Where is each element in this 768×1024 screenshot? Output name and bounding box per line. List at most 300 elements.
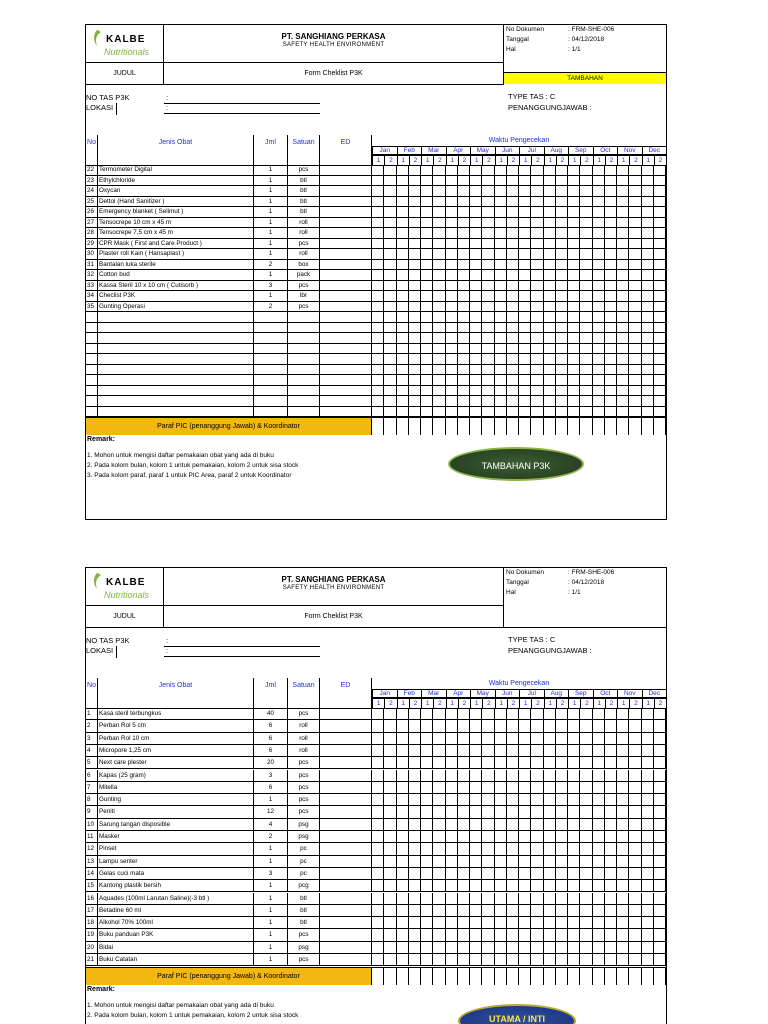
check-cell[interactable]: [544, 407, 556, 417]
check-cell[interactable]: [397, 720, 409, 731]
check-cell[interactable]: [654, 239, 666, 249]
check-cell[interactable]: [617, 291, 629, 301]
check-cell[interactable]: [397, 323, 409, 333]
lokasi-input-line[interactable]: [164, 656, 320, 657]
check-cell[interactable]: [446, 770, 458, 781]
check-cell[interactable]: [446, 708, 458, 719]
check-cell[interactable]: [556, 905, 568, 916]
check-cell[interactable]: [372, 745, 384, 756]
check-cell[interactable]: [482, 323, 494, 333]
check-cell[interactable]: [458, 733, 470, 744]
check-cell[interactable]: [629, 819, 641, 830]
check-cell[interactable]: [580, 197, 592, 207]
check-cell[interactable]: [470, 893, 482, 904]
check-cell[interactable]: [372, 757, 384, 768]
check-cell[interactable]: [568, 312, 580, 322]
check-cell[interactable]: [519, 806, 531, 817]
paraf-cell[interactable]: [642, 418, 654, 435]
check-cell[interactable]: [556, 396, 568, 406]
check-cell[interactable]: [605, 375, 617, 385]
check-cell[interactable]: [507, 708, 519, 719]
check-cell[interactable]: [519, 733, 531, 744]
check-cell[interactable]: [531, 302, 543, 312]
check-cell[interactable]: [593, 880, 605, 891]
check-cell[interactable]: [495, 176, 507, 186]
paraf-cell[interactable]: [605, 968, 617, 985]
check-cell[interactable]: [421, 733, 433, 744]
check-cell[interactable]: [495, 312, 507, 322]
check-cell[interactable]: [397, 354, 409, 364]
check-cell[interactable]: [531, 782, 543, 793]
check-cell[interactable]: [384, 218, 396, 228]
check-cell[interactable]: [470, 375, 482, 385]
check-cell[interactable]: [629, 344, 641, 354]
paraf-cell[interactable]: [397, 968, 409, 985]
check-cell[interactable]: [421, 819, 433, 830]
item-ed[interactable]: [320, 323, 372, 333]
check-cell[interactable]: [580, 344, 592, 354]
item-ed[interactable]: [320, 270, 372, 280]
check-cell[interactable]: [556, 407, 568, 417]
check-cell[interactable]: [531, 375, 543, 385]
check-cell[interactable]: [482, 794, 494, 805]
check-cell[interactable]: [580, 770, 592, 781]
check-cell[interactable]: [397, 733, 409, 744]
check-cell[interactable]: [605, 323, 617, 333]
check-cell[interactable]: [470, 365, 482, 375]
check-cell[interactable]: [580, 375, 592, 385]
check-cell[interactable]: [384, 270, 396, 280]
check-cell[interactable]: [580, 186, 592, 196]
check-cell[interactable]: [433, 757, 445, 768]
check-cell[interactable]: [372, 260, 384, 270]
check-cell[interactable]: [446, 720, 458, 731]
check-cell[interactable]: [531, 354, 543, 364]
check-cell[interactable]: [617, 954, 629, 965]
check-cell[interactable]: [531, 893, 543, 904]
check-cell[interactable]: [629, 186, 641, 196]
check-cell[interactable]: [544, 708, 556, 719]
check-cell[interactable]: [433, 782, 445, 793]
check-cell[interactable]: [531, 228, 543, 238]
check-cell[interactable]: [593, 794, 605, 805]
check-cell[interactable]: [507, 260, 519, 270]
check-cell[interactable]: [642, 720, 654, 731]
paraf-cell[interactable]: [617, 418, 629, 435]
check-cell[interactable]: [507, 720, 519, 731]
check-cell[interactable]: [580, 893, 592, 904]
paraf-cell[interactable]: [446, 418, 458, 435]
check-cell[interactable]: [372, 770, 384, 781]
check-cell[interactable]: [507, 782, 519, 793]
check-cell[interactable]: [409, 942, 421, 953]
check-cell[interactable]: [433, 323, 445, 333]
check-cell[interactable]: [568, 396, 580, 406]
check-cell[interactable]: [470, 165, 482, 175]
check-cell[interactable]: [617, 868, 629, 879]
check-cell[interactable]: [470, 239, 482, 249]
check-cell[interactable]: [421, 375, 433, 385]
check-cell[interactable]: [409, 831, 421, 842]
check-cell[interactable]: [593, 917, 605, 928]
check-cell[interactable]: [629, 396, 641, 406]
check-cell[interactable]: [458, 745, 470, 756]
check-cell[interactable]: [580, 291, 592, 301]
check-cell[interactable]: [458, 291, 470, 301]
check-cell[interactable]: [482, 819, 494, 830]
check-cell[interactable]: [605, 354, 617, 364]
check-cell[interactable]: [556, 239, 568, 249]
check-cell[interactable]: [470, 819, 482, 830]
check-cell[interactable]: [409, 291, 421, 301]
check-cell[interactable]: [642, 365, 654, 375]
check-cell[interactable]: [384, 176, 396, 186]
check-cell[interactable]: [568, 843, 580, 854]
check-cell[interactable]: [544, 745, 556, 756]
check-cell[interactable]: [617, 197, 629, 207]
check-cell[interactable]: [580, 708, 592, 719]
check-cell[interactable]: [384, 917, 396, 928]
check-cell[interactable]: [384, 365, 396, 375]
check-cell[interactable]: [556, 365, 568, 375]
check-cell[interactable]: [421, 249, 433, 259]
check-cell[interactable]: [482, 929, 494, 940]
item-ed[interactable]: [320, 720, 372, 731]
check-cell[interactable]: [654, 929, 666, 940]
check-cell[interactable]: [642, 794, 654, 805]
check-cell[interactable]: [593, 249, 605, 259]
check-cell[interactable]: [421, 720, 433, 731]
check-cell[interactable]: [580, 323, 592, 333]
check-cell[interactable]: [458, 954, 470, 965]
paraf-cell[interactable]: [531, 418, 543, 435]
check-cell[interactable]: [544, 333, 556, 343]
check-cell[interactable]: [654, 831, 666, 842]
check-cell[interactable]: [654, 770, 666, 781]
check-cell[interactable]: [519, 720, 531, 731]
check-cell[interactable]: [458, 302, 470, 312]
check-cell[interactable]: [519, 917, 531, 928]
check-cell[interactable]: [642, 176, 654, 186]
check-cell[interactable]: [446, 323, 458, 333]
check-cell[interactable]: [384, 323, 396, 333]
paraf-cell[interactable]: [397, 418, 409, 435]
check-cell[interactable]: [397, 954, 409, 965]
check-cell[interactable]: [642, 312, 654, 322]
check-cell[interactable]: [519, 893, 531, 904]
check-cell[interactable]: [507, 176, 519, 186]
check-cell[interactable]: [458, 270, 470, 280]
check-cell[interactable]: [482, 868, 494, 879]
check-cell[interactable]: [519, 218, 531, 228]
check-cell[interactable]: [629, 880, 641, 891]
check-cell[interactable]: [556, 218, 568, 228]
check-cell[interactable]: [458, 720, 470, 731]
check-cell[interactable]: [642, 218, 654, 228]
check-cell[interactable]: [433, 365, 445, 375]
check-cell[interactable]: [629, 407, 641, 417]
check-cell[interactable]: [433, 806, 445, 817]
check-cell[interactable]: [593, 757, 605, 768]
check-cell[interactable]: [446, 228, 458, 238]
check-cell[interactable]: [482, 249, 494, 259]
check-cell[interactable]: [617, 757, 629, 768]
check-cell[interactable]: [556, 197, 568, 207]
check-cell[interactable]: [446, 344, 458, 354]
check-cell[interactable]: [482, 365, 494, 375]
check-cell[interactable]: [593, 770, 605, 781]
check-cell[interactable]: [580, 720, 592, 731]
check-cell[interactable]: [593, 782, 605, 793]
check-cell[interactable]: [568, 386, 580, 396]
check-cell[interactable]: [433, 831, 445, 842]
check-cell[interactable]: [654, 720, 666, 731]
check-cell[interactable]: [495, 819, 507, 830]
check-cell[interactable]: [605, 942, 617, 953]
check-cell[interactable]: [495, 708, 507, 719]
check-cell[interactable]: [397, 745, 409, 756]
check-cell[interactable]: [458, 249, 470, 259]
check-cell[interactable]: [372, 375, 384, 385]
check-cell[interactable]: [544, 281, 556, 291]
check-cell[interactable]: [642, 831, 654, 842]
check-cell[interactable]: [568, 407, 580, 417]
check-cell[interactable]: [458, 396, 470, 406]
check-cell[interactable]: [433, 260, 445, 270]
check-cell[interactable]: [629, 165, 641, 175]
no-tas-input-line[interactable]: [164, 646, 320, 647]
check-cell[interactable]: [531, 856, 543, 867]
paraf-cell[interactable]: [446, 968, 458, 985]
check-cell[interactable]: [458, 333, 470, 343]
check-cell[interactable]: [629, 176, 641, 186]
check-cell[interactable]: [397, 333, 409, 343]
check-cell[interactable]: [458, 323, 470, 333]
check-cell[interactable]: [642, 239, 654, 249]
check-cell[interactable]: [642, 207, 654, 217]
check-cell[interactable]: [372, 733, 384, 744]
check-cell[interactable]: [531, 770, 543, 781]
check-cell[interactable]: [642, 333, 654, 343]
check-cell[interactable]: [556, 720, 568, 731]
check-cell[interactable]: [495, 260, 507, 270]
check-cell[interactable]: [568, 207, 580, 217]
check-cell[interactable]: [446, 291, 458, 301]
paraf-cell[interactable]: [593, 418, 605, 435]
item-ed[interactable]: [320, 260, 372, 270]
check-cell[interactable]: [531, 291, 543, 301]
item-ed[interactable]: [320, 333, 372, 343]
check-cell[interactable]: [470, 270, 482, 280]
check-cell[interactable]: [642, 281, 654, 291]
check-cell[interactable]: [409, 270, 421, 280]
check-cell[interactable]: [654, 843, 666, 854]
check-cell[interactable]: [397, 708, 409, 719]
check-cell[interactable]: [568, 165, 580, 175]
item-ed[interactable]: [320, 782, 372, 793]
check-cell[interactable]: [629, 757, 641, 768]
check-cell[interactable]: [544, 260, 556, 270]
check-cell[interactable]: [446, 782, 458, 793]
check-cell[interactable]: [642, 291, 654, 301]
check-cell[interactable]: [654, 880, 666, 891]
check-cell[interactable]: [568, 239, 580, 249]
check-cell[interactable]: [617, 165, 629, 175]
check-cell[interactable]: [617, 386, 629, 396]
check-cell[interactable]: [482, 176, 494, 186]
check-cell[interactable]: [593, 197, 605, 207]
check-cell[interactable]: [629, 831, 641, 842]
check-cell[interactable]: [397, 407, 409, 417]
check-cell[interactable]: [446, 281, 458, 291]
check-cell[interactable]: [593, 291, 605, 301]
paraf-cell[interactable]: [580, 418, 592, 435]
check-cell[interactable]: [593, 344, 605, 354]
check-cell[interactable]: [519, 344, 531, 354]
check-cell[interactable]: [421, 794, 433, 805]
check-cell[interactable]: [409, 218, 421, 228]
check-cell[interactable]: [446, 856, 458, 867]
check-cell[interactable]: [580, 365, 592, 375]
check-cell[interactable]: [531, 843, 543, 854]
check-cell[interactable]: [617, 375, 629, 385]
check-cell[interactable]: [580, 880, 592, 891]
check-cell[interactable]: [397, 770, 409, 781]
check-cell[interactable]: [617, 207, 629, 217]
check-cell[interactable]: [654, 954, 666, 965]
check-cell[interactable]: [495, 942, 507, 953]
check-cell[interactable]: [458, 407, 470, 417]
check-cell[interactable]: [556, 770, 568, 781]
paraf-cell[interactable]: [384, 418, 396, 435]
check-cell[interactable]: [617, 720, 629, 731]
check-cell[interactable]: [568, 354, 580, 364]
check-cell[interactable]: [397, 176, 409, 186]
item-ed[interactable]: [320, 291, 372, 301]
check-cell[interactable]: [642, 856, 654, 867]
paraf-cell[interactable]: [458, 418, 470, 435]
check-cell[interactable]: [556, 249, 568, 259]
check-cell[interactable]: [409, 856, 421, 867]
check-cell[interactable]: [372, 228, 384, 238]
check-cell[interactable]: [519, 396, 531, 406]
check-cell[interactable]: [642, 806, 654, 817]
check-cell[interactable]: [495, 806, 507, 817]
item-ed[interactable]: [320, 396, 372, 406]
lokasi-input-line[interactable]: [164, 113, 320, 114]
check-cell[interactable]: [433, 708, 445, 719]
check-cell[interactable]: [409, 794, 421, 805]
check-cell[interactable]: [458, 207, 470, 217]
check-cell[interactable]: [580, 954, 592, 965]
check-cell[interactable]: [495, 344, 507, 354]
check-cell[interactable]: [519, 239, 531, 249]
check-cell[interactable]: [519, 794, 531, 805]
check-cell[interactable]: [384, 197, 396, 207]
check-cell[interactable]: [495, 407, 507, 417]
check-cell[interactable]: [605, 770, 617, 781]
check-cell[interactable]: [495, 354, 507, 364]
check-cell[interactable]: [458, 917, 470, 928]
item-ed[interactable]: [320, 281, 372, 291]
check-cell[interactable]: [568, 375, 580, 385]
check-cell[interactable]: [605, 757, 617, 768]
check-cell[interactable]: [544, 757, 556, 768]
check-cell[interactable]: [531, 207, 543, 217]
check-cell[interactable]: [605, 407, 617, 417]
check-cell[interactable]: [507, 323, 519, 333]
check-cell[interactable]: [654, 407, 666, 417]
check-cell[interactable]: [617, 249, 629, 259]
check-cell[interactable]: [531, 794, 543, 805]
check-cell[interactable]: [482, 905, 494, 916]
check-cell[interactable]: [397, 905, 409, 916]
check-cell[interactable]: [397, 396, 409, 406]
check-cell[interactable]: [482, 375, 494, 385]
check-cell[interactable]: [458, 375, 470, 385]
check-cell[interactable]: [482, 733, 494, 744]
check-cell[interactable]: [580, 239, 592, 249]
check-cell[interactable]: [470, 281, 482, 291]
check-cell[interactable]: [593, 954, 605, 965]
check-cell[interactable]: [372, 270, 384, 280]
check-cell[interactable]: [580, 745, 592, 756]
check-cell[interactable]: [482, 745, 494, 756]
check-cell[interactable]: [580, 302, 592, 312]
check-cell[interactable]: [556, 831, 568, 842]
check-cell[interactable]: [421, 333, 433, 343]
check-cell[interactable]: [568, 260, 580, 270]
check-cell[interactable]: [629, 333, 641, 343]
check-cell[interactable]: [384, 407, 396, 417]
check-cell[interactable]: [568, 893, 580, 904]
check-cell[interactable]: [531, 344, 543, 354]
check-cell[interactable]: [433, 249, 445, 259]
check-cell[interactable]: [470, 218, 482, 228]
item-ed[interactable]: [320, 794, 372, 805]
check-cell[interactable]: [580, 312, 592, 322]
check-cell[interactable]: [372, 312, 384, 322]
check-cell[interactable]: [495, 239, 507, 249]
check-cell[interactable]: [580, 868, 592, 879]
check-cell[interactable]: [458, 942, 470, 953]
check-cell[interactable]: [544, 291, 556, 301]
check-cell[interactable]: [568, 708, 580, 719]
item-ed[interactable]: [320, 344, 372, 354]
check-cell[interactable]: [531, 186, 543, 196]
check-cell[interactable]: [507, 218, 519, 228]
check-cell[interactable]: [421, 407, 433, 417]
check-cell[interactable]: [605, 806, 617, 817]
check-cell[interactable]: [654, 856, 666, 867]
check-cell[interactable]: [433, 745, 445, 756]
check-cell[interactable]: [384, 228, 396, 238]
paraf-cell[interactable]: [495, 418, 507, 435]
check-cell[interactable]: [507, 396, 519, 406]
check-cell[interactable]: [421, 312, 433, 322]
check-cell[interactable]: [580, 806, 592, 817]
check-cell[interactable]: [384, 291, 396, 301]
check-cell[interactable]: [482, 197, 494, 207]
check-cell[interactable]: [568, 942, 580, 953]
check-cell[interactable]: [397, 386, 409, 396]
check-cell[interactable]: [654, 386, 666, 396]
check-cell[interactable]: [593, 745, 605, 756]
item-ed[interactable]: [320, 365, 372, 375]
check-cell[interactable]: [409, 323, 421, 333]
check-cell[interactable]: [519, 770, 531, 781]
check-cell[interactable]: [372, 281, 384, 291]
